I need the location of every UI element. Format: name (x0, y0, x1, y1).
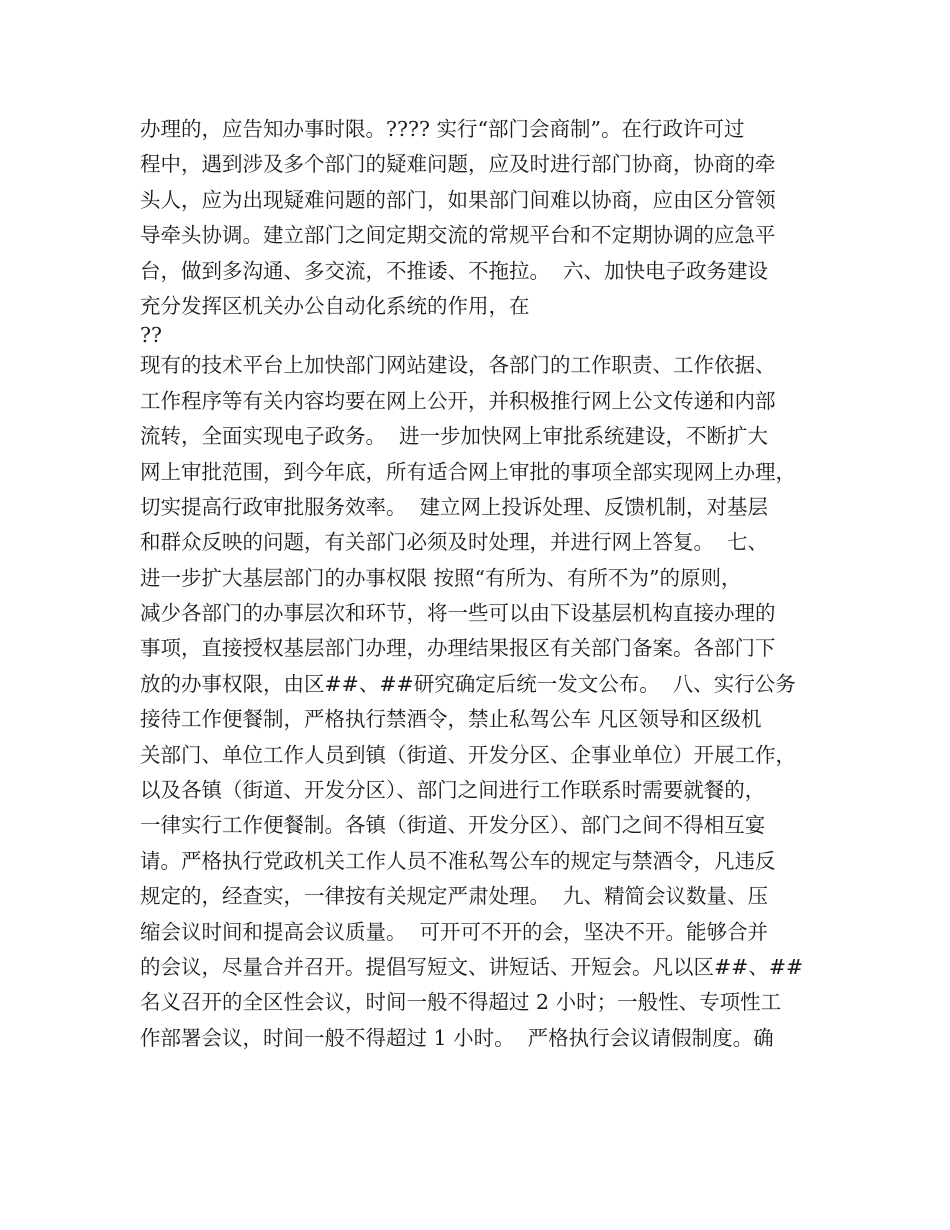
text-line: 缩会议时间和提高会议质量。 可开可不开的会，坚决不开。能够合并 (140, 919, 769, 944)
body-text (140, 112, 820, 1056)
text-line: 放的办事权限，由区##、##研究确定后统一发文公布。 八、实行公务 (140, 671, 796, 696)
text-line: 头人，应为出现疑难问题的部门，如果部门间难以协商，应由区分管领 (140, 187, 776, 212)
text-line: 请。严格执行党政机关工作人员不准私驾公车的规定与禁酒令，凡违反 (140, 848, 776, 873)
text-line: 事项，直接授权基层部门办理，办理结果报区有关部门备案。各部门下 (140, 636, 776, 661)
text-line: 流转，全面实现电子政务。 进一步加快网上审批系统建设，不断扩大 (140, 424, 769, 449)
text-line: 接待工作便餐制，严格执行禁酒令，禁止私驾公车 凡区领导和区级机 (140, 707, 762, 732)
text-line: 以及各镇（街道、开发分区）、部门之间进行工作联系时需要就餐的， (140, 778, 766, 803)
text-line: 台，做到多沟通、多交流，不推诿、不拖拉。 六、加快电子政务建设 (140, 258, 769, 283)
text-line: 规定的，经查实，一律按有关规定严肃处理。 九、精简会议数量、压 (140, 884, 769, 909)
text-line: 的会议，尽量合并召开。提倡写短文、讲短话、开短会。凡以区##、## (140, 954, 804, 979)
text-line: 充分发挥区机关办公自动化系统的作用，在 (140, 293, 530, 318)
text-line: 进一步扩大基层部门的办事权限 按照“有所为、有所不为”的原则， (140, 565, 742, 590)
text-line: 网上审批范围，到今年底，所有适合网上审批的事项全部实现网上办理， (140, 459, 796, 484)
text-line: 和群众反映的问题，有关部门必须及时处理，并进行网上答复。 七、 (140, 530, 769, 555)
text-line: 导牵头协调。建立部门之间定期交流的常规平台和不定期协调的应急平 (140, 223, 776, 248)
text-line: 关部门、单位工作人员到镇（街道、开发分区、企事业单位）开展工作， (140, 742, 796, 767)
text-line: 切实提高行政审批服务效率。 建立网上投诉处理、反馈机制，对基层 (140, 494, 769, 519)
text-line: ?? (140, 323, 162, 348)
text-line: 作部署会议，时间一般不得超过 1 小时。 严格执行会议请假制度。确 (140, 1025, 774, 1050)
text-line: 工作程序等有关内容均要在网上公开，并积极推行网上公文传递和内部 (140, 388, 776, 413)
text-line: 减少各部门的办事层次和环节，将一些可以由下设基层机构直接办理的 (140, 601, 776, 626)
text-line: 程中，遇到涉及多个部门的疑难问题，应及时进行部门协商，协商的牵 (140, 152, 776, 177)
text-line: 名义召开的全区性会议，时间一般不得超过 2 小时；一般性、专项性工 (140, 990, 782, 1015)
text-line: 现有的技术平台上加快部门网站建设，各部门的工作职责、工作依据、 (140, 353, 776, 378)
text-line: 一律实行工作便餐制。各镇（街道、开发分区）、部门之间不得相互宴 (140, 813, 766, 838)
text-line: 办理的，应告知办事时限。???? 实行“部门会商制”。在行政许可过 (140, 117, 745, 141)
